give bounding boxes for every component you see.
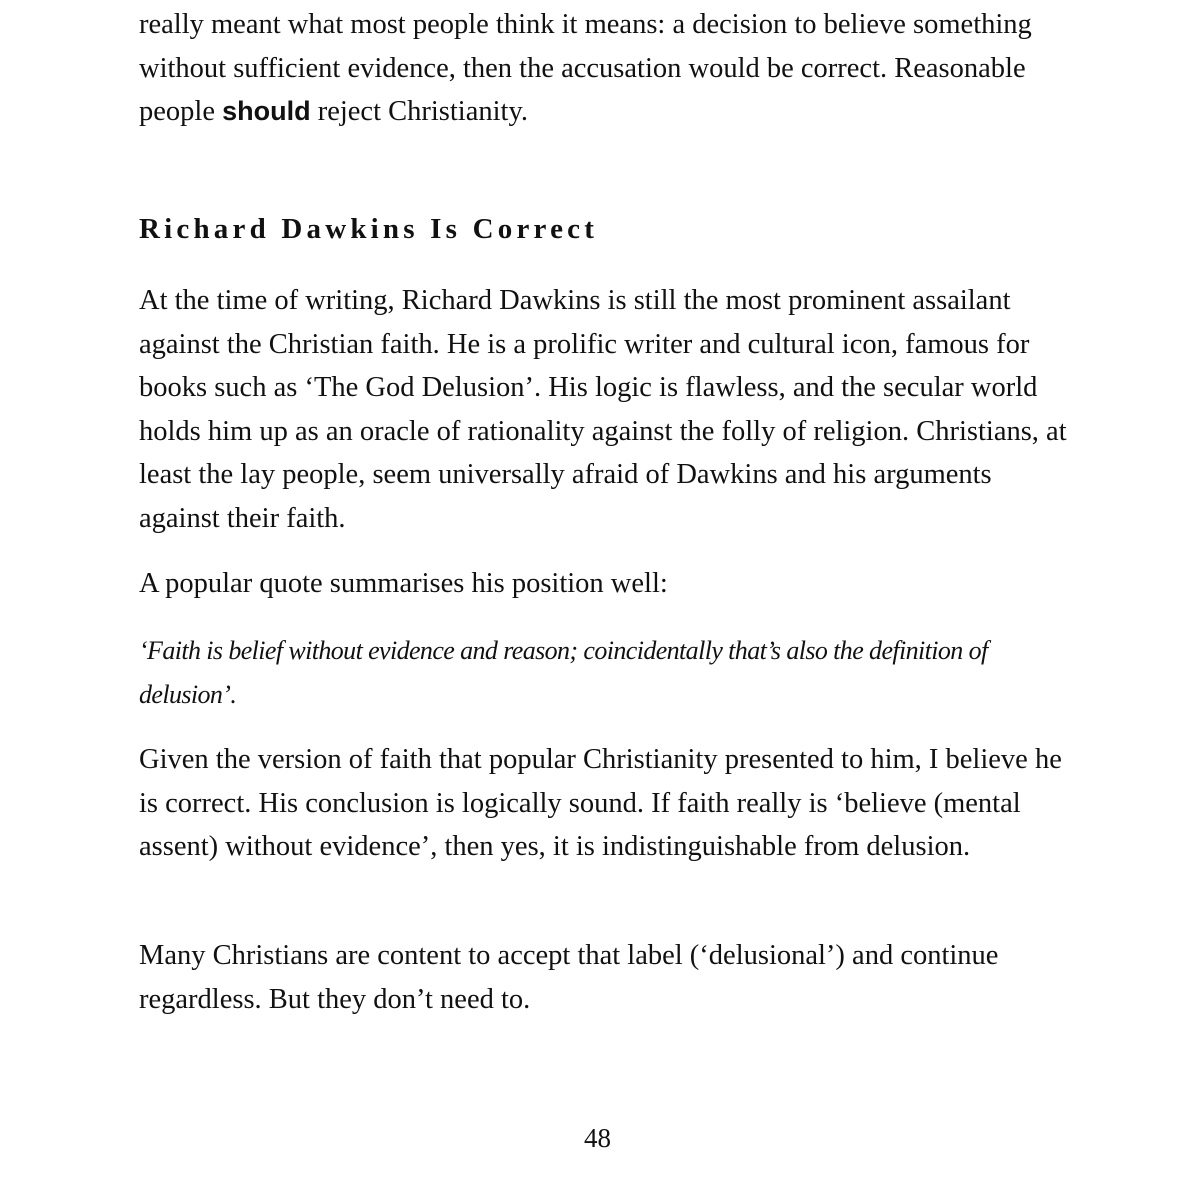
intro-paragraph — [139, 3, 1069, 134]
section-heading: Richard Dawkins Is Correct — [139, 213, 599, 245]
dawkins-quote: ‘Faith is belief without evidence and reason; coincidentally that’s also the definition of delusion’. — [139, 636, 988, 709]
body-paragraph-dawkins: At the time of writing, Richard Dawkins is still the most prominent assailant against the Christian faith. He is a prolific writer and cultural icon, famous for books such as ‘The God Delusion’. His logic is flawless, and the secular world holds him up as an oracle of rationality against the folly of religion. Christians, at least the lay people, seem universally afraid of Dawkins and his arguments against their faith. — [139, 285, 1067, 534]
body-paragraph-quote-intro: A popular quote summarises his position well: — [139, 568, 668, 599]
intro-bold-word: should — [222, 96, 311, 126]
intro-text-start: really meant what most people think it means: a decision to believe something without sufficient evidence, then the accusation would be correct. Reasonable people — [139, 9, 1032, 127]
page-number: 48 — [584, 1123, 611, 1153]
intro-text-end: reject Christianity. — [310, 96, 528, 127]
body-paragraph-label: Many Christians are content to accept that label (‘delusional’) and continue regardless. But they don’t need to. — [139, 940, 999, 1015]
body-paragraph-conclusion: Given the version of faith that popular Christianity presented to him, I believe he is correct. His conclusion is logically sound. If faith really is ‘believe (mental assent) without evidence’, then yes, it is indistinguishable from delusion. — [139, 744, 1062, 862]
